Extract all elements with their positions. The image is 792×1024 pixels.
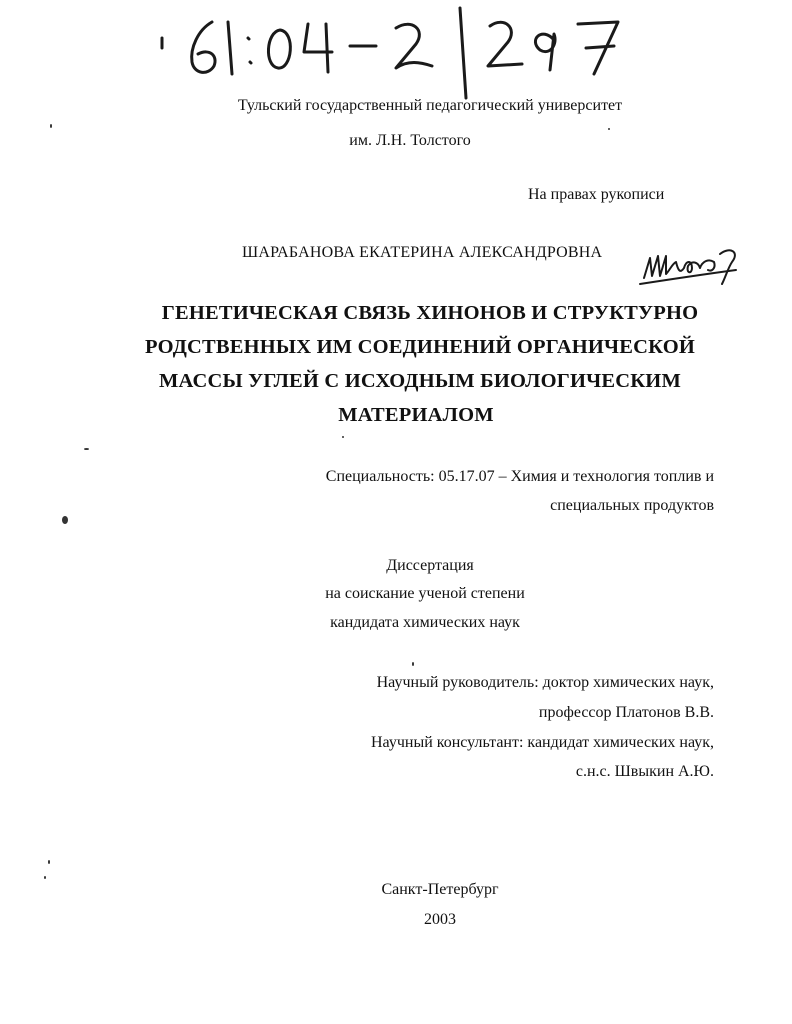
author-signature [636, 240, 746, 290]
year: 2003 [424, 911, 456, 928]
degree-line-1: на соискание ученой степени [325, 585, 525, 602]
consultant-line-1: Научный консультант: кандидат химических наук, [370, 734, 714, 751]
scan-speck [342, 436, 344, 438]
specialty-line-1: Специальность: 05.17.07 – Химия и технология топлив и [325, 468, 714, 485]
handwritten-archive-code [150, 0, 660, 100]
scan-speck [48, 860, 50, 864]
supervisor-line-1: Научный руководитель: доктор химических наук, [376, 674, 714, 691]
dissertation-title-line-3: МАССЫ УГЛЕЙ С ИСХОДНЫМ БИОЛОГИЧЕСКИМ [158, 370, 681, 392]
specialty-line-2: специальных продуктов [550, 497, 714, 514]
dissertation-title-line-2: РОДСТВЕННЫХ ИМ СОЕДИНЕНИЙ ОРГАНИЧЕСКОЙ [144, 336, 696, 358]
scan-speck [412, 662, 414, 666]
consultant-line-2: с.н.с. Швыкин А.Ю. [575, 763, 714, 780]
supervisor-line-2: профессор Платонов В.В. [538, 704, 714, 721]
scan-speck [84, 448, 89, 450]
dissertation-title-line-1: ГЕНЕТИЧЕСКАЯ СВЯЗЬ ХИНОНОВ И СТРУКТУРНО [161, 302, 699, 324]
dissertation-title-line-4: МАТЕРИАЛОМ [338, 404, 494, 426]
university-honorific: им. Л.Н. Толстого [349, 132, 471, 149]
scan-speck [62, 516, 68, 524]
scan-speck [44, 876, 46, 879]
university-name: Тульский государственный педагогический университет [237, 97, 623, 114]
author-name: ШАРАБАНОВА ЕКАТЕРИНА АЛЕКСАНДРОВНА [242, 244, 603, 261]
manuscript-rights-note: На правах рукописи [528, 186, 665, 203]
city: Санкт-Петербург [381, 881, 499, 898]
scan-speck [50, 124, 52, 128]
scan-speck [608, 128, 610, 130]
degree-line-2: кандидата химических наук [330, 614, 520, 631]
dissertation-label: Диссертация [386, 557, 474, 574]
